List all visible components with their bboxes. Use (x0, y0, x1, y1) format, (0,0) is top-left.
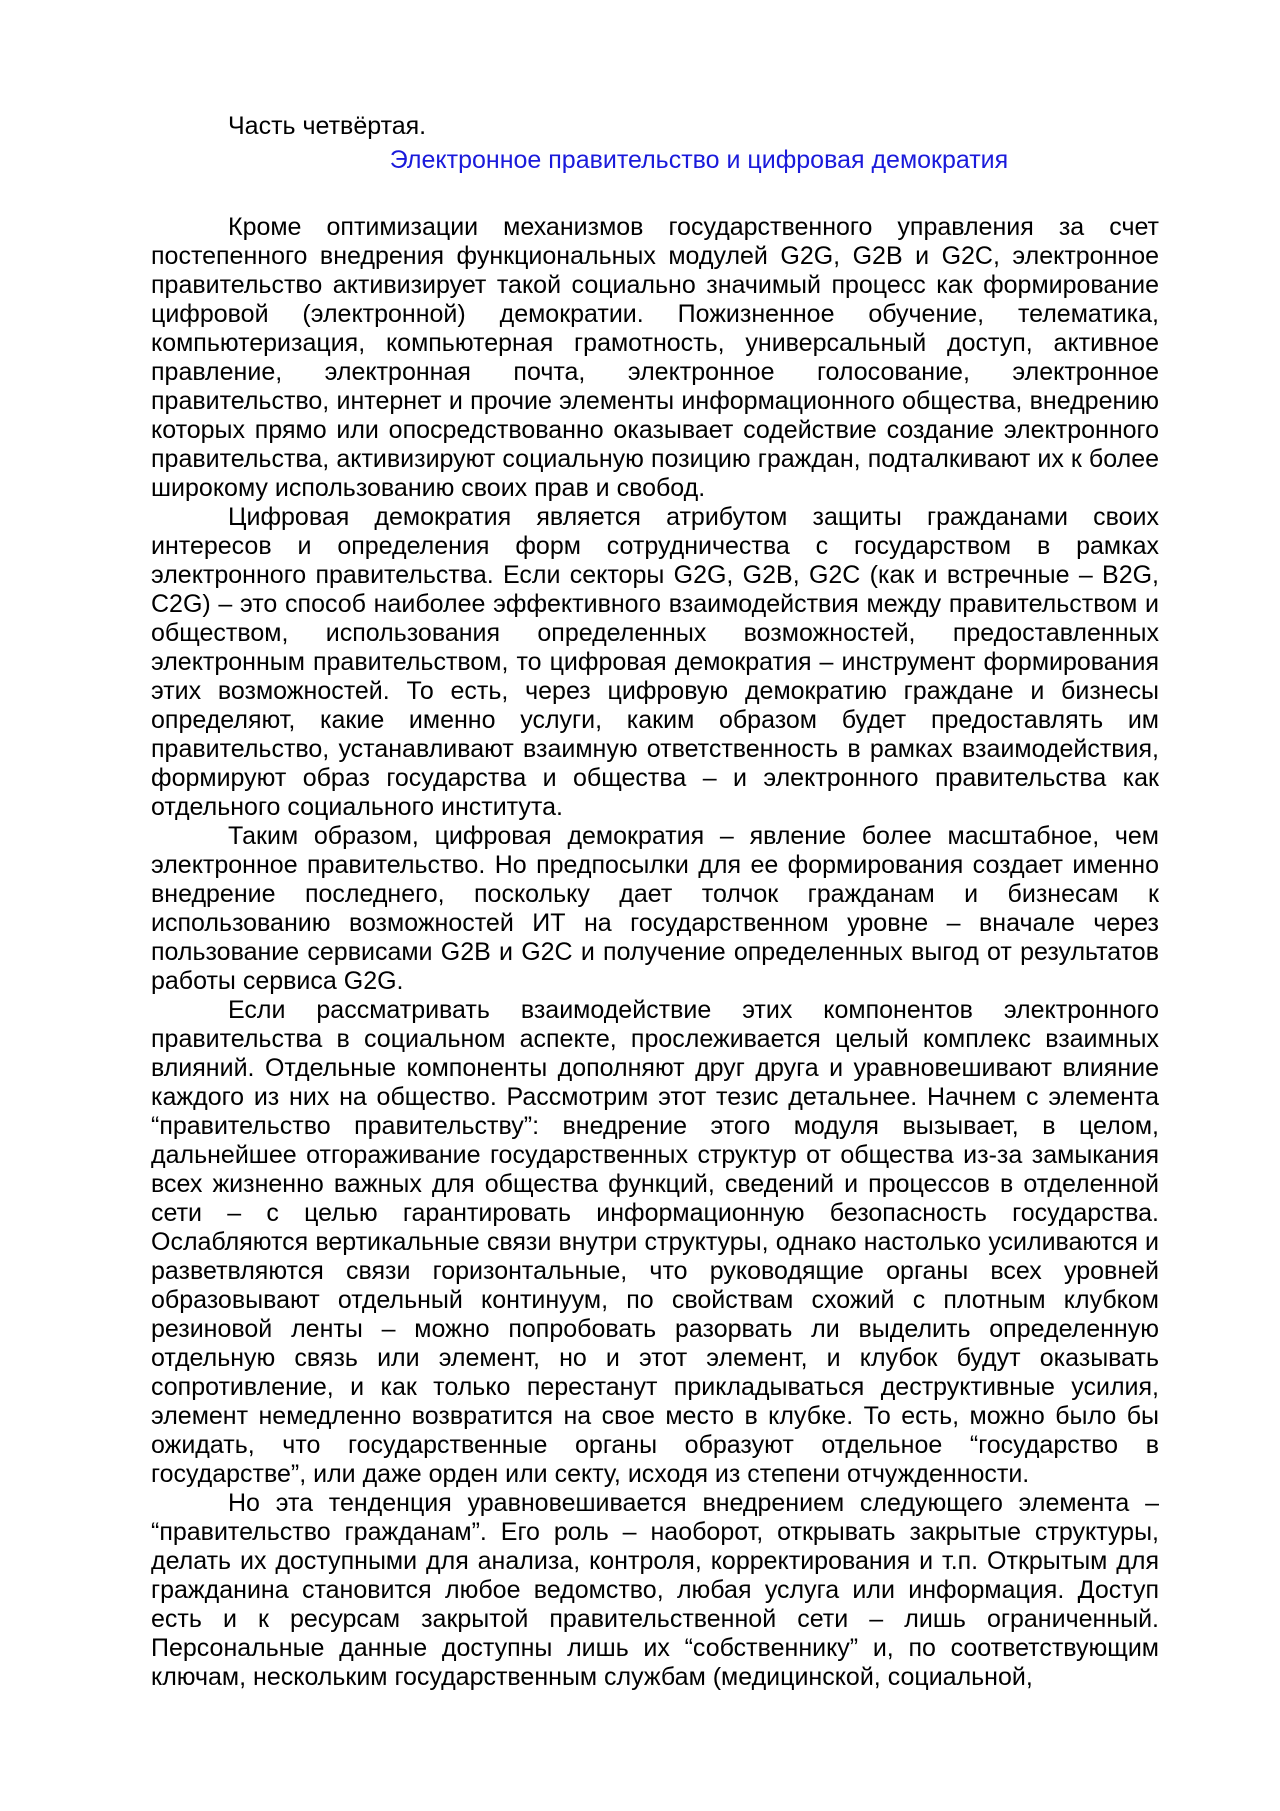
document-page (151, 112, 1159, 1692)
chapter-title: Электронное правительство и цифровая демократия (389, 146, 1009, 174)
paragraph-3: Таким образом, цифровая демократия – явление более масштабное, чем электронное правительство. Но предпосылки для ее формирования создает именно внедрение последнего, поскольку дает толчок гражданам и бизнесам к использованию возможностей ИТ на государственном уровне – вначале через пользование сервисами G2B и G2C и получение определенных выгод от результатов работы сервиса G2G. (151, 822, 1159, 995)
part-label: Часть четвёртая. (228, 112, 427, 140)
paragraph-4: Если рассматривать взаимодействие этих компонентов электронного правительства в социальном аспекте, прослеживается целый комплекс взаимных влияний. Отдельные компоненты дополняют друг друга и уравновешивают влияние каждого из них на общество. Рассмотрим этот тезис детальнее. Начнем с элемента “правительство правительству”: внедрение этого модуля вызывает, в целом, дальнейшее отгораживание государственных структур от общества из-за замыкания всех жизненно важных для общества функций, сведений и процессов в отделенной сети – с целью гарантировать информационную безопасность государства. Ослабляются вертикальные связи внутри структуры, однако настолько усиливаются и разветвляются связи горизонтальные, что руководящие органы всех уровней образовывают отдельный континуум, по свойствам схожий с плотным клубком резиновой ленты – можно попробовать разорвать ли выделить определенную отдельную связь или элемент, но и этот элемент, и клубок будут оказывать сопротивление, и как только перестанут прикладываться деструктивные усилия, элемент немедленно возвратится на свое место в клубке. То есть, можно было бы ожидать, что государственные органы образуют отдельное “государство в государстве”, или даже орден или секту, исходя из степени отчужденности. (151, 996, 1159, 1488)
paragraph-1: Кроме оптимизации механизмов государственного управления за счет постепенного внедрения функциональных модулей G2G, G2B и G2C, электронное правительство активизирует такой социально значимый процесс как формирование цифровой (электронной) демократии. Пожизненное обучение, телематика, компьютеризация, компьютерная грамотность, универсальный доступ, активное правление, электронная почта, электронное голосование, электронное правительство, интернет и прочие элементы информационного общества, внедрению которых прямо или опосредствованно оказывает содействие создание электронного правительства, активизируют социальную позицию граждан, подталкивают их к более широкому использованию своих прав и свобод. (151, 213, 1159, 502)
paragraph-5: Но эта тенденция уравновешивается внедрением следующего элемента – “правительство гражданам”. Его роль – наоборот, открывать закрытые структуры, делать их доступными для анализа, контроля, корректирования и т.п. Открытым для гражданина становится любое ведомство, любая услуга или информация. Доступ есть и к ресурсам закрытой правительственной сети – лишь ограниченный. Персональные данные доступны лишь их “собственнику” и, по соответствующим ключам, нескольким государственным службам (медицинской, социальной, (151, 1489, 1159, 1691)
title-spacer (151, 175, 1159, 213)
paragraph-2: Цифровая демократия является атрибутом защиты гражданами своих интересов и определения форм сотрудничества с государством в рамках электронного правительства. Если секторы G2G, G2B, G2C (как и встречные – B2G, C2G) – это способ наиболее эффективного взаимодействия между правительством и обществом, использования определенных возможностей, предоставленных электронным правительством, то цифровая демократия – инструмент формирования этих возможностей. То есть, через цифровую демократию граждане и бизнесы определяют, какие именно услуги, каким образом будет предоставлять им правительство, устанавливают взаимную ответственность в рамках взаимодействия, формируют образ государства и общества – и электронного правительства как отдельного социального института. (151, 503, 1159, 821)
